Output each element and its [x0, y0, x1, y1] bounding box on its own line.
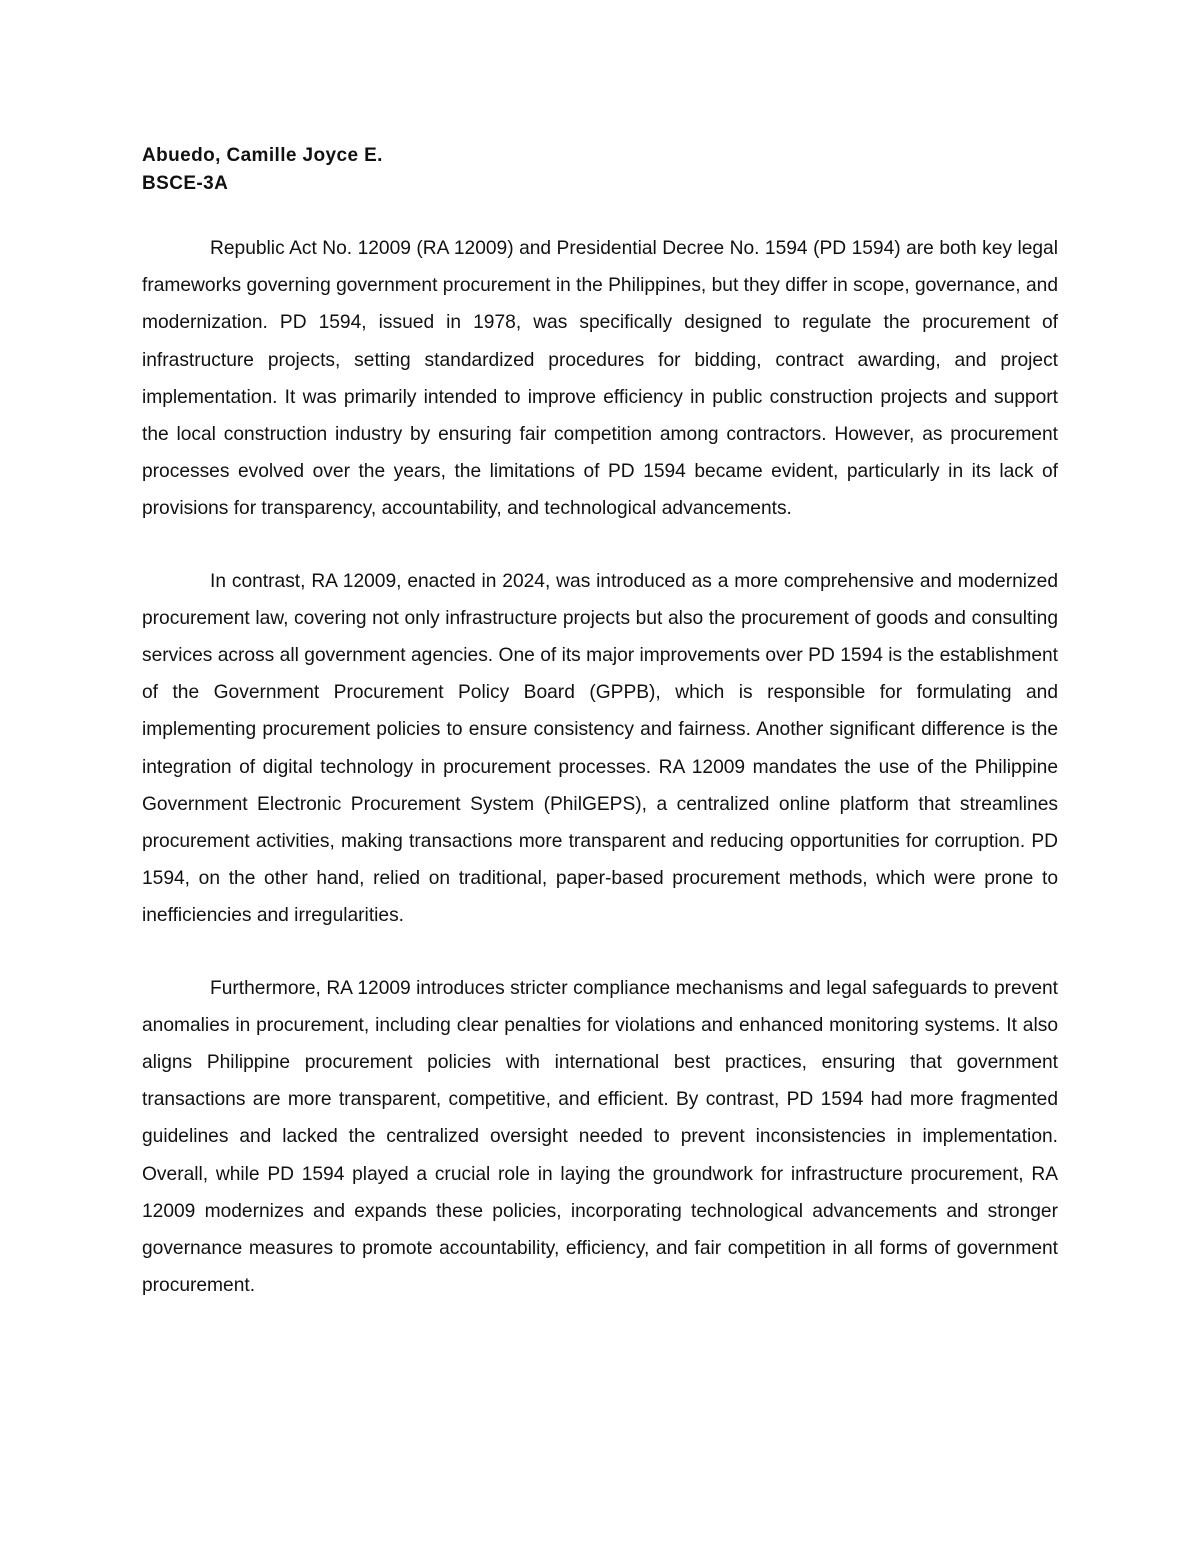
paragraph-3: Furthermore, RA 12009 introduces stricter compliance mechanisms and legal safeguards to prevent anomalies in procurement, including clear penalties for violations and enhanced monitoring systems. It also aligns Philippine procurement policies with international best practices, ensuring that government transactions are more transparent, competitive, and efficient. By contrast, PD 1594 had more fragmented guidelines and lacked the centralized oversight needed to prevent inconsistencies in implementation. Overall, while PD 1594 played a crucial role in laying the groundwork for infrastructure procurement, RA 12009 modernizes and expands these policies, incorporating technological advancements and stronger governance measures to promote accountability, efficiency, and fair competition in all forms of government procurement.: [142, 977, 1058, 1297]
document-content: [142, 142, 1058, 1304]
paragraph-1: Republic Act No. 12009 (RA 12009) and Presidential Decree No. 1594 (PD 1594) are both key legal frameworks governing government procurement in the Philippines, but they differ in scope, governance, and modernization. PD 1594, issued in 1978, was specifically designed to regulate the procurement of infrastructure projects, setting standardized procedures for bidding, contract awarding, and project implementation. It was primarily intended to improve efficiency in public construction projects and support the local construction industry by ensuring fair competition among contractors. However, as procurement processes evolved over the years, the limitations of PD 1594 became evident, particularly in its lack of provisions for transparency, accountability, and technological advancements.: [142, 238, 1058, 520]
author-name: Abuedo, Camille Joyce E.: [142, 145, 383, 166]
course-section: BSCE-3A: [142, 173, 229, 194]
paragraph-2: In contrast, RA 12009, enacted in 2024, was introduced as a more comprehensive and modernized procurement law, covering not only infrastructure projects but also the procurement of goods and consulting services across all government agencies. One of its major improvements over PD 1594 is the establishment of the Government Procurement Policy Board (GPPB), which is responsible for formulating and implementing procurement policies to ensure consistency and fairness. Another significant difference is the integration of digital technology in procurement processes. RA 12009 mandates the use of the Philippine Government Electronic Procurement System (PhilGEPS), a centralized online platform that streamlines procurement activities, making transactions more transparent and reducing opportunities for corruption. PD 1594, on the other hand, relied on traditional, paper-based procurement methods, which were prone to inefficiencies and irregularities.: [142, 570, 1058, 927]
